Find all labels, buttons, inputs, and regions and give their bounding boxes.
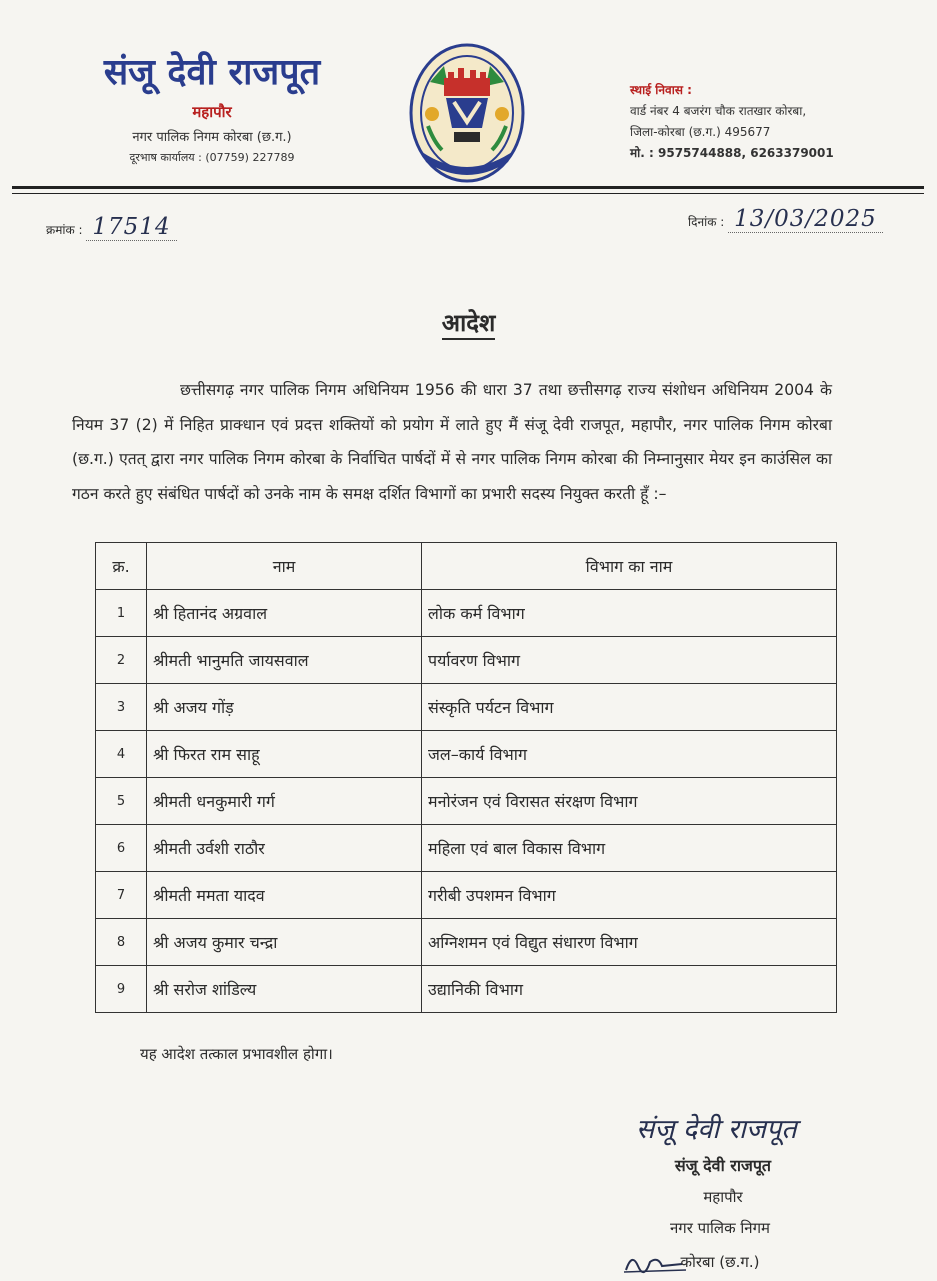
signatory-city: कोरबा (छ.ग.) (680, 1253, 760, 1271)
order-heading (0, 306, 937, 339)
table-row (96, 684, 837, 731)
cell-department: मनोरंजन एवं विरासत संरक्षण विभाग (422, 778, 837, 825)
header-divider-thin (12, 193, 924, 194)
cell-name: श्री अजय गोंड़ (147, 684, 422, 731)
cell-sno: 9 (96, 966, 147, 1013)
cell-department: लोक कर्म विभाग (422, 590, 837, 637)
order-body-paragraph: छत्तीसगढ़ नगर पालिक निगम अधिनियम 1956 की धारा 37 तथा छत्तीसगढ़ राज्य संशोधन अधिनियम 2004 के नियम 37 (2) में निहित प्राक्धान एवं प्रदत्त शक्तियों को प्रयोग में लाते हुए मैं संजू देवी राजपूत, महापौर, नगर पालिक निगम कोरबा (छ.ग.) एतत् द्वारा नगर पालिक निगम कोरबा के निर्वाचित पार्षदों में से नगर पालिक निगम कोरबा की निम्नानुसार मेयर इन काउंसिल का गठन करते हुए संबंधित पार्षदों को उनके नाम के समक्ष दर्शित विभागों का प्रभारी सदस्य नियुक्त करती हूँ :– (72, 381, 832, 503)
column-header-name: नाम (147, 543, 422, 590)
reference-number (46, 214, 177, 240)
header-divider-thick (12, 186, 924, 189)
cell-department: अग्निशमन एवं विद्युत संधारण विभाग (422, 919, 837, 966)
order-date (688, 206, 883, 232)
table-row (96, 637, 837, 684)
cell-name: श्री फिरत राम साहू (147, 731, 422, 778)
signatory-organization: नगर पालिक निगम (669, 1219, 771, 1237)
date-label: दिनांक : (688, 215, 725, 229)
cell-department: पर्यावरण विभाग (422, 637, 837, 684)
cell-department: संस्कृति पर्यटन विभाग (422, 684, 837, 731)
signatory-name: संजू देवी राजपूत (674, 1156, 772, 1175)
signature (630, 1108, 870, 1148)
table-row (96, 731, 837, 778)
table-row (96, 590, 837, 637)
cell-department: उद्यानिकी विभाग (422, 966, 837, 1013)
cell-sno: 2 (96, 637, 147, 684)
cell-name: श्री हितानंद अग्रवाल (147, 590, 422, 637)
cell-name: श्रीमती धनकुमारी गर्ग (147, 778, 422, 825)
table-row (96, 872, 837, 919)
table-row (96, 919, 837, 966)
cell-department: महिला एवं बाल विकास विभाग (422, 825, 837, 872)
table-row (96, 825, 837, 872)
cell-sno: 1 (96, 590, 147, 637)
column-header-sno: क्र. (96, 543, 147, 590)
cell-sno: 5 (96, 778, 147, 825)
order-heading-text: आदेश (442, 309, 496, 340)
mayor-in-council-table (95, 542, 837, 1013)
address-line-2: जिला-कोरबा (छ.ग.) 495677 (630, 125, 771, 139)
reference-value: 17514 (86, 214, 176, 241)
letterhead-name: संजू देवी राजपूत (103, 51, 321, 93)
cell-name: श्रीमती ममता यादव (147, 872, 422, 919)
cell-sno: 6 (96, 825, 147, 872)
letterhead-office-phone: दूरभाष कार्यालय : (07759) 227789 (129, 151, 295, 164)
cell-sno: 7 (96, 872, 147, 919)
cell-department: गरीबी उपशमन विभाग (422, 872, 837, 919)
cell-department: जल–कार्य विभाग (422, 731, 837, 778)
table-header-row (96, 543, 837, 590)
cell-sno: 3 (96, 684, 147, 731)
cell-name: श्री अजय कुमार चन्द्रा (147, 919, 422, 966)
letterhead-address (630, 80, 920, 164)
address-line-1: वार्ड नंबर 4 बजरंग चौक रातखार कोरबा, (630, 104, 807, 118)
cell-sno: 8 (96, 919, 147, 966)
cell-name: श्रीमती भानुमति जायसवाल (147, 637, 422, 684)
table-row (96, 966, 837, 1013)
mobile-numbers: मो. : 9575744888, 6263379001 (630, 146, 834, 160)
letterhead-designation: महापौर (192, 103, 232, 121)
cell-name: श्रीमती उर्वशी राठौर (147, 825, 422, 872)
cell-name: श्री सरोज शांडिल्य (147, 966, 422, 1013)
letterhead-organization: नगर पालिक निगम कोरबा (छ.ग.) (132, 130, 292, 145)
date-value: 13/03/2025 (728, 206, 883, 233)
address-label: स्थाई निवास : (630, 83, 692, 97)
signatory-title: महापौर (703, 1188, 743, 1206)
signature-text: संजू देवी राजपूत (636, 1114, 797, 1145)
table-row (96, 778, 837, 825)
cell-sno: 4 (96, 731, 147, 778)
municipal-emblem-icon (408, 42, 526, 184)
column-header-department: विभाग का नाम (422, 543, 837, 590)
reference-label: क्रमांक : (46, 223, 83, 237)
effective-note: यह आदेश तत्काल प्रभावशील होगा। (140, 1045, 333, 1063)
